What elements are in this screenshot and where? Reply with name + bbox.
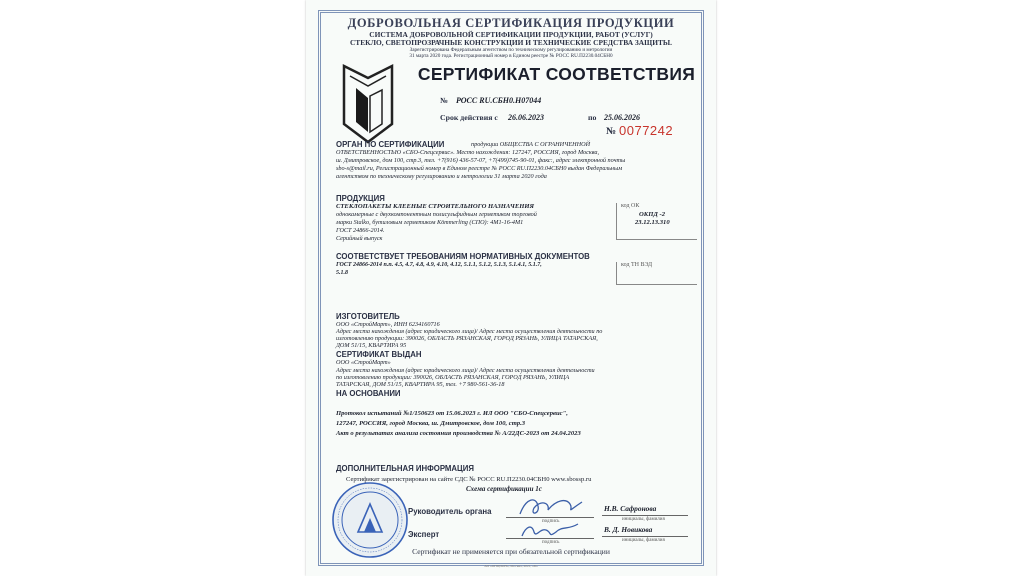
header-registry-number: 31 марта 2020 года. Регистрационный номер в Едином реестре № РОСС RU.П2230.04СБН0	[409, 53, 613, 59]
serial-label: №	[606, 126, 617, 137]
organ-line2: ОТВЕТСТВЕННОСТЬЮ «СБО-Спецсервис». Место нахождения: 127247, РОССИЯ, город Москва,	[336, 149, 600, 156]
tnved-code-label: код ТН ВЭД	[621, 262, 653, 268]
compliance-line2: 5.1.8	[336, 270, 348, 276]
footer-print: АО «ОПЦИОН», Москва, 2021, «Б»	[484, 564, 538, 568]
okpd-code-label: код ОК	[621, 203, 640, 209]
head-label: Руководитель органа	[408, 507, 492, 516]
issued-line4: ТАТАРСКАЯ, ДОМ 51/15, КВАРТИРА 95, тел. +7 980-561-36-18	[336, 381, 505, 388]
head-sign-caption: подпись	[542, 519, 560, 524]
tnved-code-box	[616, 262, 697, 285]
header-system: СИСТЕМА ДОБРОВОЛЬНОЙ СЕРТИФИКАЦИИ ПРОДУКЦИИ, РАБОТ (УСЛУГ)	[369, 30, 653, 39]
product-name: СТЕКЛОПАКЕТЫ КЛЕЕНЫЕ СТРОИТЕЛЬНОГО НАЗНАЧЕНИЯ	[336, 203, 535, 210]
product-line1: однокамерные с двухкомпонентным полисульфидным герметиком торговой	[336, 211, 537, 218]
organ-line1: продукции ОБЩЕСТВА С ОГРАНИЧЕННОЙ	[471, 141, 591, 148]
expert-label: Эксперт	[408, 530, 440, 539]
basis-line2: 127247, РОССИЯ, город Москва, ш. Дмитровское, дом 100, стр.3	[336, 420, 526, 427]
issued-label: СЕРТИФИКАТ ВЫДАН	[336, 350, 422, 359]
footer-note: Сертификат не применяется при обязательной сертификации	[412, 547, 610, 556]
organ-line5: агентством по техническому регулированию и метрологии 31 марта 2020 года	[336, 173, 547, 180]
issued-line2: Адрес места нахождения (адрес юридического лица)/ Адрес места осуществления деятельности	[336, 367, 595, 374]
header-scope: СТЕКЛО, СВЕТОПРОЗРАЧНЫЕ КОНСТРУКЦИИ И ТЕХНИЧЕСКИЕ СРЕДСТВА ЗАЩИТЫ.	[349, 38, 673, 47]
okpd-value: 23.12.13.310	[635, 218, 670, 226]
validity-to-label: по	[588, 113, 597, 122]
organ-line4: sbo-s@mail.ru, Регистрационный номер в Едином реестре № РОСС RU.П2230.04СБН0 выдан Федеральным	[336, 165, 623, 172]
product-line2: марки Stalko, бутиловым герметиком Kömmerling (СПО): 4М1-16-4М1	[336, 219, 524, 226]
header-title: ДОБРОВОЛЬНАЯ СЕРТИФИКАЦИЯ ПРОДУКЦИИ	[347, 16, 675, 30]
validity-from: 26.06.2023	[508, 113, 544, 122]
certification-logo-icon	[340, 62, 396, 146]
additional-label: ДОПОЛНИТЕЛЬНАЯ ИНФОРМАЦИЯ	[336, 464, 474, 473]
serial-number: 0077242	[619, 123, 674, 138]
cert-number-label: №	[440, 96, 448, 105]
issued-line3: по изготовлению продукции: 390026, ОБЛАСТЬ РЯЗАНСКАЯ, ГОРОД РЯЗАНЬ, УЛИЦА	[336, 374, 570, 381]
manufacturer-line2: Адрес места нахождения (адрес юридического лица)/ Адрес места осуществления деятельности по	[336, 328, 603, 335]
compliance-line1: ГОСТ 24866-2014 п.п. 4.5, 4.7, 4.8, 4.9, 4.10, 4.12, 5.1.1, 5.1.2, 5.1.3, 5.1.4.1, 5.1.7,	[336, 262, 542, 268]
head-name-line	[602, 515, 688, 516]
basis-label: НА ОСНОВАНИИ	[336, 389, 401, 398]
organ-line3: ш. Дмитровское, дом 100, стр.3, тел. +7(916) 436-57-07, +7(499)745-90-01, факс:, адрес электронной почты	[336, 157, 626, 164]
manufacturer-line1: ООО «СтройМарт», ИНН 6234160716	[336, 321, 440, 328]
manufacturer-label: ИЗГОТОВИТЕЛЬ	[336, 312, 400, 321]
certification-scheme: Схема сертификации 1с	[466, 485, 542, 493]
issued-line1: ООО «СтройМарт»	[336, 359, 391, 366]
certificate-title: СЕРТИФИКАТ СООТВЕТСТВИЯ	[417, 64, 696, 84]
okpd-code-box	[616, 203, 697, 240]
additional-line1: Сертификат зарегистрирован на сайте СДС № РОСС RU.П2230.04СБН0 www.sbossp.ru	[346, 476, 592, 483]
compliance-label: СООТВЕТСТВУЕТ ТРЕБОВАНИЯМ НОРМАТИВНЫХ ДОКУМЕНТОВ	[336, 252, 590, 261]
head-name: Н.В. Сафронова	[604, 504, 657, 513]
expert-name: В. Д. Новикова	[604, 525, 653, 534]
expert-sign-caption: подпись	[542, 540, 560, 545]
validity-to: 25.06.2026	[604, 113, 640, 122]
manufacturer-line4: ДОМ 51/15, КВАРТИРА 95	[336, 342, 407, 349]
manufacturer-line3: изготовлению продукции: 390026, ОБЛАСТЬ РЯЗАНСКАЯ, ГОРОД РЯЗАНЬ, УЛИЦА ТАТАРСКАЯ,	[336, 335, 598, 342]
organ-label: ОРГАН ПО СЕРТИФИКАЦИИ	[336, 140, 445, 149]
product-label: ПРОДУКЦИЯ	[336, 194, 385, 203]
head-name-caption: инициалы, фамилия	[622, 517, 665, 522]
expert-name-line	[602, 536, 688, 537]
product-line3: ГОСТ 24866-2014.	[336, 227, 385, 234]
basis-line3: Акт о результатах анализа состояния производства № А/22ДС-2023 от 24.04.2023	[336, 430, 581, 437]
basis-line1: Протокол испытаний №1/150623 от 15.06.2023 г. ИЛ ООО "СБО-Спецсервис",	[336, 410, 568, 417]
product-line4: Серийный выпуск	[336, 235, 383, 242]
cert-number: РОСС RU.СБН0.Н07044	[456, 96, 542, 105]
header-registration: Зарегистрирована Федеральным агентством по техническому регулированию и метрологии	[409, 47, 613, 53]
validity-label: Срок действия с	[440, 113, 498, 122]
okpd-name: ОКПД -2	[639, 211, 666, 218]
certificate-sheet	[306, 0, 716, 576]
expert-name-caption: инициалы, фамилия	[622, 538, 665, 543]
